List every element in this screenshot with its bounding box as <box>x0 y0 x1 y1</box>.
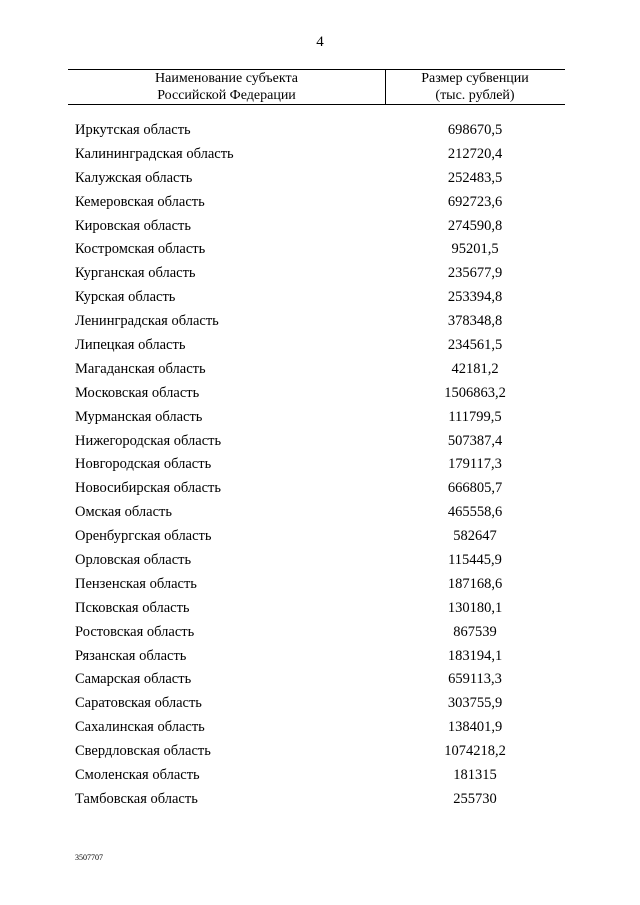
subject-name: Калужская область <box>75 169 193 186</box>
subsidy-amount: 187168,6 <box>447 575 503 592</box>
subject-name: Иркутская область <box>75 122 191 138</box>
subject-name: Псковская область <box>75 599 190 616</box>
table-row <box>0 477 640 501</box>
table-row <box>0 525 640 549</box>
subject-name: Новосибирская область <box>75 480 221 497</box>
subsidy-amount: 138401,9 <box>447 719 503 736</box>
subject-name: Нижегородская область <box>75 432 222 449</box>
table-row <box>0 262 640 286</box>
table-row <box>0 692 640 716</box>
subsidy-amount: 666805,7 <box>447 480 503 497</box>
subsidy-amount: 181315 <box>453 767 497 784</box>
subsidy-amount: 183194,1 <box>447 647 503 664</box>
table-row <box>0 286 640 310</box>
subject-name: Смоленская область <box>75 767 200 784</box>
subject-name: Калининградская область <box>75 145 234 162</box>
subsidy-amount: 179117,3 <box>448 456 502 473</box>
table-row <box>0 501 640 525</box>
table-row <box>0 334 640 358</box>
column-header-subject-name-line1: Наименование субъекта <box>155 71 298 86</box>
table-row <box>0 167 640 191</box>
table-row <box>0 358 640 382</box>
subsidy-amount: 212720,4 <box>447 145 503 162</box>
subject-name: Тамбовская область <box>75 790 198 807</box>
subject-name: Орловская область <box>75 552 192 569</box>
subsidy-amount: 659113,3 <box>448 671 502 688</box>
subject-name: Московская область <box>75 384 200 401</box>
table-header-bottom-rule <box>68 104 565 105</box>
table-row <box>0 191 640 215</box>
table-row <box>0 764 640 788</box>
subsidy-amount: 465558,6 <box>447 504 503 521</box>
table-row <box>0 645 640 669</box>
subject-name: Липецкая область <box>75 337 186 354</box>
subsidy-amount: 252483,5 <box>447 169 503 186</box>
subject-name: Самарская область <box>75 671 192 688</box>
subsidy-amount: 111799,5 <box>448 408 502 425</box>
table-row <box>0 788 640 812</box>
subject-name: Ленинградская область <box>75 313 219 330</box>
page-number: 4 <box>316 34 324 50</box>
subject-name: Магаданская область <box>75 360 206 377</box>
subsidy-amount: 867539 <box>453 623 497 640</box>
subsidy-amount: 130180,1 <box>447 599 503 616</box>
table-row <box>0 382 640 406</box>
table-row <box>0 238 640 262</box>
table-row <box>0 310 640 334</box>
subject-name: Кемеровская область <box>75 193 205 210</box>
table-body <box>0 119 640 812</box>
subject-name: Новгородская область <box>75 456 212 473</box>
table-row <box>0 215 640 239</box>
subsidy-amount: 698670,5 <box>447 122 503 138</box>
subsidy-amount: 253394,8 <box>447 289 503 306</box>
table-row <box>0 119 640 143</box>
subsidy-amount: 274590,8 <box>447 217 503 234</box>
subject-name: Костромская область <box>75 241 206 258</box>
subsidy-amount: 42181,2 <box>451 360 499 377</box>
subject-name: Саратовская область <box>75 695 202 712</box>
table-row <box>0 740 640 764</box>
column-header-subject-name <box>68 70 385 104</box>
subject-name: Рязанская область <box>75 647 187 664</box>
subsidy-amount: 692723,6 <box>447 193 503 210</box>
subject-name: Курганская область <box>75 265 196 282</box>
subject-name: Оренбургская область <box>75 528 212 545</box>
table-row <box>0 716 640 740</box>
table-row <box>0 668 640 692</box>
table-row <box>0 453 640 477</box>
subsidy-amount: 582647 <box>453 528 497 545</box>
table-row <box>0 143 640 167</box>
subject-name: Курская область <box>75 289 176 306</box>
subsidy-amount: 378348,8 <box>447 313 503 330</box>
subsidy-amount: 1506863,2 <box>444 384 506 401</box>
subject-name: Ростовская область <box>75 623 195 640</box>
column-header-subsidy-amount <box>385 70 565 104</box>
table-row <box>0 573 640 597</box>
table-row <box>0 549 640 573</box>
subject-name: Кировская область <box>75 217 192 234</box>
table-row <box>0 430 640 454</box>
subsidy-amount: 115445,9 <box>448 552 502 569</box>
subject-name: Сахалинская область <box>75 719 205 736</box>
subject-name: Омская область <box>75 504 172 521</box>
table-row <box>0 597 640 621</box>
table-row <box>0 406 640 430</box>
subsidy-amount: 255730 <box>453 790 497 807</box>
column-header-subject-name-line2: Российской Федерации <box>157 88 296 103</box>
column-header-subsidy-amount-line1: Размер субвенции <box>421 71 529 86</box>
subsidy-amount: 303755,9 <box>447 695 503 712</box>
column-header-subsidy-amount-line2: (тыс. рублей) <box>435 88 515 103</box>
subsidy-amount: 234561,5 <box>447 337 503 354</box>
subject-name: Мурманская область <box>75 408 203 425</box>
table-row <box>0 621 640 645</box>
subsidy-amount: 1074218,2 <box>444 743 506 760</box>
subject-name: Свердловская область <box>75 743 211 760</box>
subject-name: Пензенская область <box>75 575 197 592</box>
document-code: 3507707 <box>75 853 103 862</box>
subsidy-amount: 95201,5 <box>451 241 499 258</box>
subsidy-amount: 235677,9 <box>447 265 503 282</box>
subsidy-amount: 507387,4 <box>447 432 503 449</box>
